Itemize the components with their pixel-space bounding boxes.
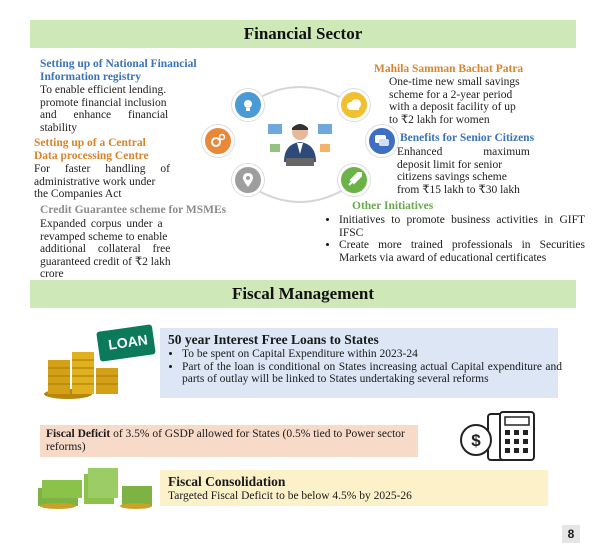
mahila-body <box>389 76 561 126</box>
msme-body-line: revamped scheme to enable <box>40 230 168 243</box>
data-centre-body-line: For faster handling of <box>34 163 170 175</box>
registry-heading-line: Setting up of National Financial <box>40 58 197 70</box>
data-centre-body-line: administrative work under <box>34 175 156 188</box>
icon-cluster <box>200 82 400 207</box>
chat-icon <box>366 125 398 157</box>
list-item: • To be spent on Capital Expenditure within 2023-24 <box>182 348 562 361</box>
list-item: • Create more trained professionals in Securities Markets via award of educational certificates <box>339 239 585 264</box>
mahila-body-line: scheme for a 2-year period <box>389 88 513 101</box>
fiscal-consolidation-heading: Fiscal Consolidation <box>168 474 286 489</box>
list-item: • Part of the loan is conditional on States increasing actual Capital expenditure and parts of outlay will be linked to States undertaking several reforms <box>182 361 562 386</box>
data-centre-heading-line: Setting up of a Central <box>34 137 146 149</box>
registry-body <box>40 84 206 134</box>
senior-citizens-body <box>397 146 555 196</box>
fiscal-consolidation-text: Targeted Fiscal Deficit to be below 4.5% by 2025-26 <box>168 490 412 502</box>
fiscal-deficit-panel <box>40 425 418 457</box>
senior-citizens-body-line: citizens savings scheme <box>397 171 507 183</box>
interest-free-loans-heading: 50 year Interest Free Loans to States <box>168 332 379 347</box>
svg-text:$: $ <box>471 431 481 450</box>
data-centre-heading-line: Data processing Centre <box>34 149 149 162</box>
senior-citizens-body-line: from ₹15 lakh to ₹30 lakh <box>397 183 520 196</box>
msme-body-line: guaranteed credit of ₹2 lakh <box>40 255 171 268</box>
lightbulb-icon <box>232 89 264 121</box>
location-pin-icon <box>232 164 264 196</box>
msme-body <box>40 218 206 281</box>
registry-body-line: promote financial inclusion <box>40 96 167 109</box>
financial-sector-title: Financial Sector <box>30 20 576 48</box>
loan-illustration <box>38 324 158 402</box>
mahila-body-line: One-time new small savings <box>389 76 520 88</box>
mahila-body-line: with a deposit facility of up <box>389 101 516 113</box>
calculator-dollar-icon <box>458 410 554 466</box>
msme-body-line: Expanded corpus under a <box>40 218 163 230</box>
money-stack-icon <box>36 466 156 510</box>
registry-body-line: stability <box>40 121 78 134</box>
other-initiatives-list <box>325 214 585 264</box>
data-centre-body-line: the Companies Act <box>34 188 122 200</box>
interest-free-loans-list <box>168 348 562 386</box>
data-centre-heading <box>34 137 149 162</box>
registry-heading <box>40 58 197 83</box>
page-number: 8 <box>562 525 580 543</box>
msme-body-line: crore <box>40 268 64 280</box>
mahila-heading: Mahila Samman Bachat Patra <box>374 63 524 75</box>
data-centre-body <box>34 163 206 201</box>
msme-heading: Credit Guarantee scheme for MSMEs <box>40 204 227 216</box>
fiscal-deficit-detail: of 3.5% of GSDP allowed for States (0.5% tied to Power sector reforms) <box>46 428 405 453</box>
senior-citizens-body-line: deposit limit for senior <box>397 158 503 171</box>
registry-body-line: To enable efficient lending. <box>40 84 167 96</box>
fiscal-consolidation-panel <box>160 470 548 506</box>
gears-icon <box>202 125 234 157</box>
rocket-icon <box>338 164 370 196</box>
businessman-icon <box>266 118 334 170</box>
msme-body-line: additional collateral free <box>40 243 171 255</box>
registry-body-line: and enhance financial <box>40 109 169 121</box>
mahila-body-line: to ₹2 lakh for women <box>389 113 490 126</box>
senior-citizens-body-line: Enhanced maximum <box>397 146 530 158</box>
fiscal-deficit-text <box>46 428 412 453</box>
list-item: • Initiatives to promote business activities in GIFT IFSC <box>339 214 585 239</box>
cloud-icon <box>338 89 370 121</box>
loan-badge: LOAN <box>107 331 149 353</box>
senior-citizens-heading: Benefits for Senior Citizens <box>400 132 535 144</box>
registry-heading-line: Information registry <box>40 70 142 83</box>
other-initiatives-heading: Other Initiatives <box>352 200 434 212</box>
fiscal-management-title: Fiscal Management <box>30 280 576 308</box>
fiscal-deficit-label: Fiscal Deficit <box>46 428 111 440</box>
interest-free-loans-panel <box>160 328 562 398</box>
